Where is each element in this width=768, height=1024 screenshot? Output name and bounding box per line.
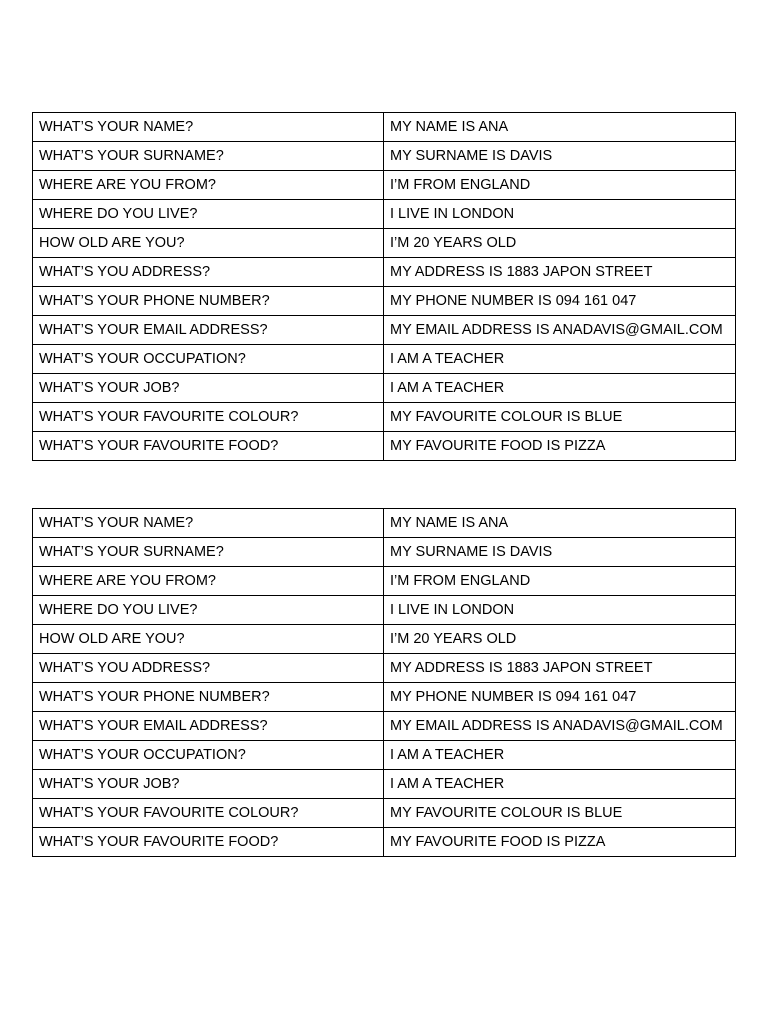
table-row [33,374,736,403]
question-cell: WHAT’S YOU ADDRESS? [33,654,384,683]
table-row [33,113,736,142]
qa-table-body [33,113,736,461]
table-row [33,538,736,567]
answer-cell: I AM A TEACHER [384,770,736,799]
question-cell: WHAT’S YOUR SURNAME? [33,538,384,567]
answer-cell: I AM A TEACHER [384,741,736,770]
table-row [33,432,736,461]
answer-cell: MY SURNAME IS DAVIS [384,538,736,567]
question-cell: WHAT’S YOUR JOB? [33,770,384,799]
question-cell: WHERE DO YOU LIVE? [33,596,384,625]
table-row [33,403,736,432]
qa-table-2 [32,508,736,857]
answer-cell: I’M FROM ENGLAND [384,567,736,596]
question-cell: WHAT’S YOUR NAME? [33,113,384,142]
table-row [33,229,736,258]
question-cell: HOW OLD ARE YOU? [33,229,384,258]
table-row [33,625,736,654]
answer-cell: MY EMAIL ADDRESS IS ANADAVIS@GMAIL.COM [384,316,736,345]
answer-cell: I’M 20 YEARS OLD [384,229,736,258]
question-cell: WHAT’S YOUR FAVOURITE COLOUR? [33,403,384,432]
question-cell: WHAT’S YOUR OCCUPATION? [33,345,384,374]
answer-cell: MY PHONE NUMBER IS 094 161 047 [384,683,736,712]
table-row [33,741,736,770]
answer-cell: MY NAME IS ANA [384,509,736,538]
answer-cell: I’M FROM ENGLAND [384,171,736,200]
answer-cell: MY EMAIL ADDRESS IS ANADAVIS@GMAIL.COM [384,712,736,741]
table-row [33,171,736,200]
table-row [33,567,736,596]
table-row [33,258,736,287]
answer-cell: MY ADDRESS IS 1883 JAPON STREET [384,654,736,683]
table-row [33,509,736,538]
table-row [33,654,736,683]
question-cell: WHAT’S YOUR EMAIL ADDRESS? [33,712,384,741]
question-cell: HOW OLD ARE YOU? [33,625,384,654]
table-row [33,828,736,857]
table-row [33,712,736,741]
table-row [33,345,736,374]
table-row [33,683,736,712]
answer-cell: I LIVE IN LONDON [384,200,736,229]
qa-table-1 [32,112,736,461]
question-cell: WHAT’S YOU ADDRESS? [33,258,384,287]
question-cell: WHAT’S YOUR FAVOURITE FOOD? [33,432,384,461]
question-cell: WHAT’S YOUR PHONE NUMBER? [33,683,384,712]
answer-cell: I’M 20 YEARS OLD [384,625,736,654]
answer-cell: MY NAME IS ANA [384,113,736,142]
answer-cell: MY FAVOURITE FOOD IS PIZZA [384,828,736,857]
answer-cell: MY FAVOURITE FOOD IS PIZZA [384,432,736,461]
question-cell: WHERE DO YOU LIVE? [33,200,384,229]
question-cell: WHAT’S YOUR FAVOURITE FOOD? [33,828,384,857]
table-row [33,287,736,316]
answer-cell: MY PHONE NUMBER IS 094 161 047 [384,287,736,316]
question-cell: WHAT’S YOUR EMAIL ADDRESS? [33,316,384,345]
table-row [33,200,736,229]
question-cell: WHERE ARE YOU FROM? [33,567,384,596]
question-cell: WHAT’S YOUR OCCUPATION? [33,741,384,770]
answer-cell: I AM A TEACHER [384,374,736,403]
question-cell: WHERE ARE YOU FROM? [33,171,384,200]
question-cell: WHAT’S YOUR FAVOURITE COLOUR? [33,799,384,828]
table-row [33,770,736,799]
answer-cell: MY FAVOURITE COLOUR IS BLUE [384,403,736,432]
question-cell: WHAT’S YOUR PHONE NUMBER? [33,287,384,316]
answer-cell: I AM A TEACHER [384,345,736,374]
qa-table-body [33,509,736,857]
question-cell: WHAT’S YOUR JOB? [33,374,384,403]
question-cell: WHAT’S YOUR SURNAME? [33,142,384,171]
answer-cell: MY SURNAME IS DAVIS [384,142,736,171]
table-row [33,316,736,345]
table-row [33,596,736,625]
answer-cell: I LIVE IN LONDON [384,596,736,625]
question-cell: WHAT’S YOUR NAME? [33,509,384,538]
table-row [33,142,736,171]
answer-cell: MY FAVOURITE COLOUR IS BLUE [384,799,736,828]
answer-cell: MY ADDRESS IS 1883 JAPON STREET [384,258,736,287]
table-row [33,799,736,828]
